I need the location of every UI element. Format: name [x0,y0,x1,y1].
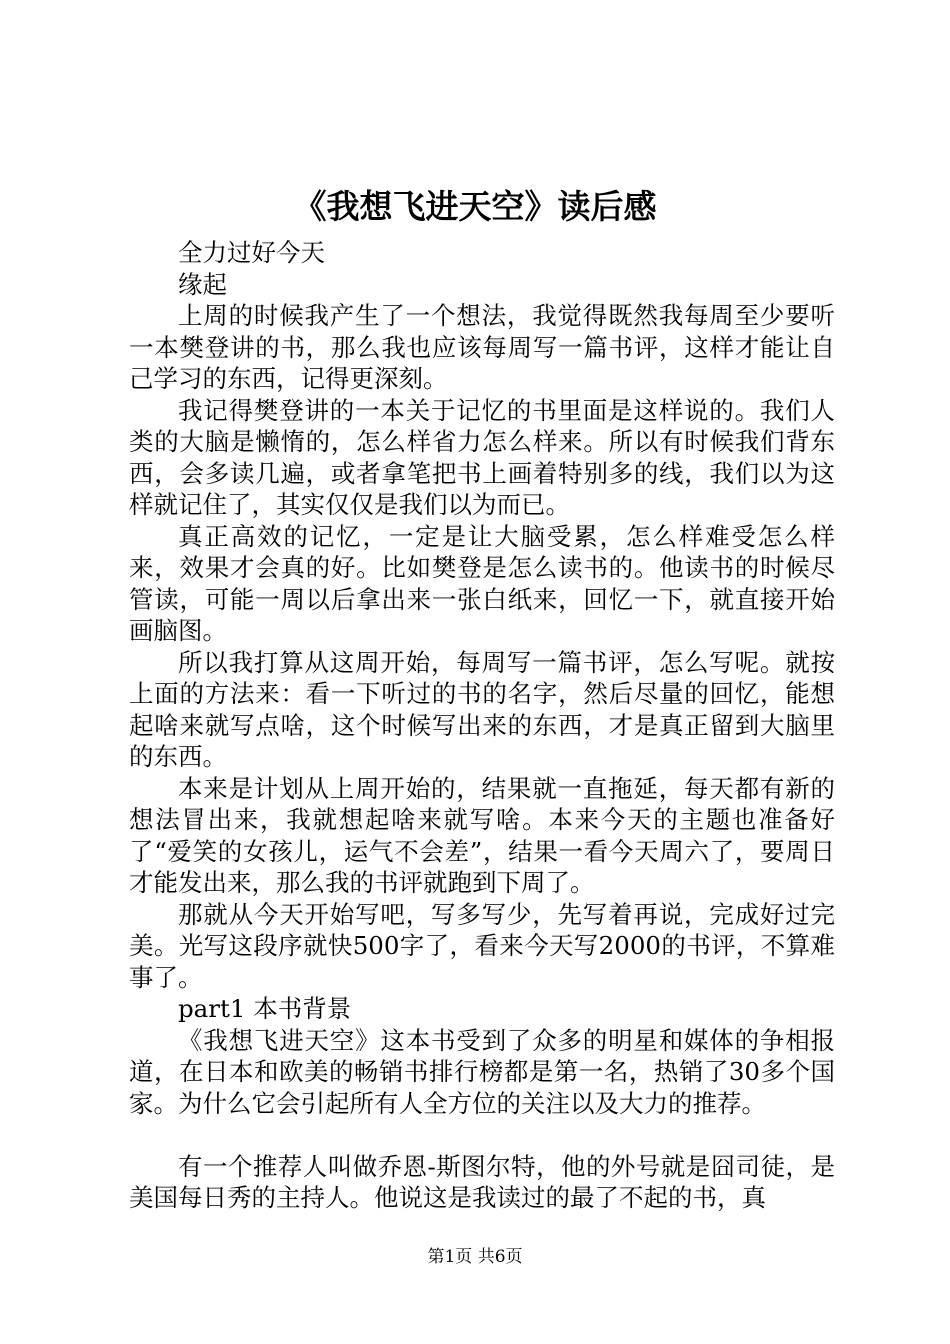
document-body [129,237,835,1214]
paragraph-section-heading: part1 本书背景 [178,994,352,1023]
paragraph-subtitle: 全力过好今天 [178,238,325,267]
paragraph: 有一个推荐人叫做乔恩-斯图尔特，他的外号就是囧司徒，是美国每日秀的主持人。他说这是我读过的最了不起的书，真 [129,1151,835,1212]
document-title: 《我想飞进天空》读后感 [293,187,657,226]
page-footer: 第1页 共6页 [427,1247,523,1267]
paragraph-section-heading: 缘起 [178,269,227,299]
paragraph: 本来是计划从上周开始的，结果就一直拖延，每天都有新的想法冒出来，我就想起啥来就写啥。本来今天的主题也准备好了“爱笑的女孩儿，运气不会差”，结果一看今天周六了，要周日才能发出来，那么我的书评就跑到下周了。 [129,773,835,897]
blank-line [129,1119,835,1151]
paragraph: 所以我打算从这周开始，每周写一篇书评，怎么写呢。就按上面的方法来：看一下听过的书的名字，然后尽量的回忆，能想起啥来就写点啥，这个时候写出来的东西，才是真正留到大脑里的东西。 [129,647,835,771]
paragraph: 我记得樊登讲的一本关于记忆的书里面是这样说的。我们人类的大脑是懒惰的，怎么样省力怎么样来。所以有时候我们背东西，会多读几遍，或者拿笔把书上画着特别多的线，我们以为这样就记住了，其实仅仅是我们以为而已。 [129,395,835,519]
paragraph: 《我想飞进天空》这本书受到了众多的明星和媒体的争相报道，在日本和欧美的畅销书排行榜都是第一名，热销了30多个国家。为什么它会引起所有人全方位的关注以及大力的推荐。 [129,1025,835,1118]
paragraph: 那就从今天开始写吧，写多写少，先写着再说，完成好过完美。光写这段序就快500字了，看来今天写2000的书评，不算难事了。 [129,899,835,992]
paragraph: 上周的时候我产生了一个想法，我觉得既然我每周至少要听一本樊登讲的书，那么我也应该每周写一篇书评，这样才能让自己学习的东西，记得更深刻。 [129,301,835,393]
paragraph: 真正高效的记忆，一定是让大脑受累，怎么样难受怎么样来，效果才会真的好。比如樊登是怎么读书的。他读书的时候尽管读，可能一周以后拿出来一张白纸来，回忆一下，就直接开始画脑图。 [129,521,835,645]
